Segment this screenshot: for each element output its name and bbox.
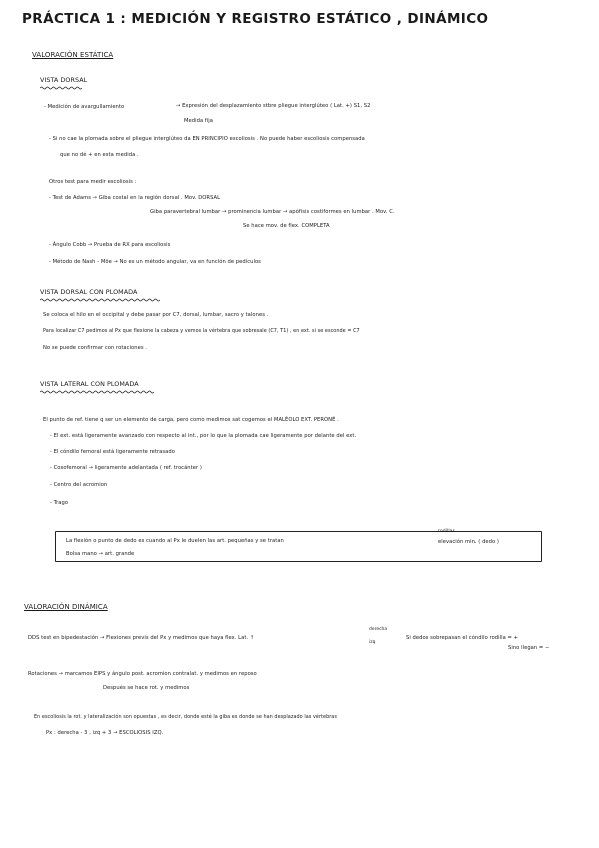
- note-box-line-1: La flexión o punto de dedo es cuando al Px le duelen las art. pequeñas y se tratan: [66, 538, 284, 544]
- text-adams-3: Se hace mov. de flex. COMPLETA: [243, 223, 330, 229]
- text-lateral-6: - Trago: [50, 500, 69, 506]
- text-otros-test: Otros test para medir escoliosis :: [49, 179, 137, 185]
- subheading-vista-dorsal-plomada: VISTA DORSAL CON PLOMADA: [40, 288, 138, 296]
- text-dds-2: Sino llegan = −: [508, 645, 550, 651]
- text-dds-1b: Si dedos sobrepasan el cóndilo rodilla = +: [406, 635, 519, 641]
- text-note-1: En escoliosis la rot. y lateralización son opuestas , es decir, donde esté la giba es donde se han desplazado las vértebras: [34, 714, 337, 720]
- text-medicion: - Medición de avargullamiento: [44, 104, 125, 110]
- text-cobb: - Ángulo Cobb → Prueba de RX para escoliosis: [49, 242, 171, 248]
- text-si-no: - Si no cae la plomada sobre el pliegue interglúteo da EN PRINCIPIO escoliosis . No puede haber escoliosis compensada: [49, 136, 365, 142]
- subheading-vista-dorsal: VISTA DORSAL: [40, 76, 88, 84]
- note-box: [55, 531, 542, 562]
- text-plomada-3: No se puede confirmar con rotaciones .: [43, 345, 148, 351]
- text-dds-1: DDS test en bipedestación → Flexiones previs del Px y medimos que haya flex. Lat. ↑: [28, 635, 255, 641]
- text-rotaciones-1: Rotaciones → marcamos EIPS y ángulo post. acromion contralat. y medimos en reposo: [28, 671, 257, 677]
- text-lateral-3: - El cóndilo femoral está ligeramente retrasado: [50, 449, 175, 455]
- text-expresion: → Expresión del desplazamiento stbre pliegue interglúteo ( Lat. +) S1, S2: [176, 103, 371, 109]
- text-lateral-5: - Centro del acromion: [50, 482, 108, 488]
- text-lateral-4: - Coxofemoral → ligeramente adelantada ( ref. trocánter ): [50, 465, 202, 471]
- subheading-vista-lateral: VISTA LATERAL CON PLOMADA: [40, 380, 139, 388]
- note-box-line-2: Bolsa mano → art. grande: [66, 551, 135, 557]
- note-box-annotation-1: rodillas: [438, 529, 455, 534]
- text-plomada-1: Se coloca el hilo en el occipital y debe pasar por C7, dorsal, lumbar, sacro y talones .: [43, 312, 269, 318]
- underline-squiggle: [40, 390, 154, 394]
- text-rotaciones-2: Después se hace rot. y medimos: [103, 685, 190, 691]
- text-lateral-1: El punto de ref. tiene q ser un elemento de carga, pero como medimos sat cogemos el MALÉOLO EXT. PERONÉ .: [43, 417, 339, 423]
- section-heading-estatica: VALORACIÓN ESTÁTICA: [32, 51, 114, 59]
- text-plomada-2: Para localizar C7 pedimos al Px que flexione la cabeza y vemos la vértebra que sobresale (C7, T1) , en ext. si se esconde = C7: [43, 328, 360, 334]
- underline-squiggle: [40, 298, 160, 302]
- text-dds-derecha: derecha: [369, 627, 388, 632]
- text-note-2: Px : derecha - 3 , izq + 3 → ESCOLIOSIS IZQ.: [46, 730, 164, 736]
- note-box-annotation-2: elevación min. ( dedo ): [438, 539, 500, 545]
- page-title: PRÁCTICA 1 : MEDICIÓN Y REGISTRO ESTÁTICO , DINÁMICO: [22, 11, 489, 27]
- text-dds-izq: izq: [369, 640, 376, 645]
- text-nash-moe: - Método de Nash - Möe → No es un método angular, va en función de pedículos: [49, 259, 261, 265]
- text-adams-1: - Test de Adams → Giba costal en la región dorsal . Mov. DORSAL: [49, 195, 221, 201]
- text-medida-fija: Medida fija: [184, 118, 213, 124]
- text-lateral-2: - El ext. está ligeramente avanzado con respecto al int., por lo que la plomada cae ligeramente por delante del ext.: [50, 433, 357, 439]
- underline-squiggle: [40, 86, 82, 90]
- text-adams-2: Giba paravertebral lumbar → prominencia lumbar → apófisis costiformes en lumbar . Mov. C.: [150, 209, 395, 215]
- text-si-no-2: que no dé + en esta medida .: [60, 152, 139, 158]
- section-heading-dinamica: VALORACIÓN DINÁMICA: [24, 603, 108, 611]
